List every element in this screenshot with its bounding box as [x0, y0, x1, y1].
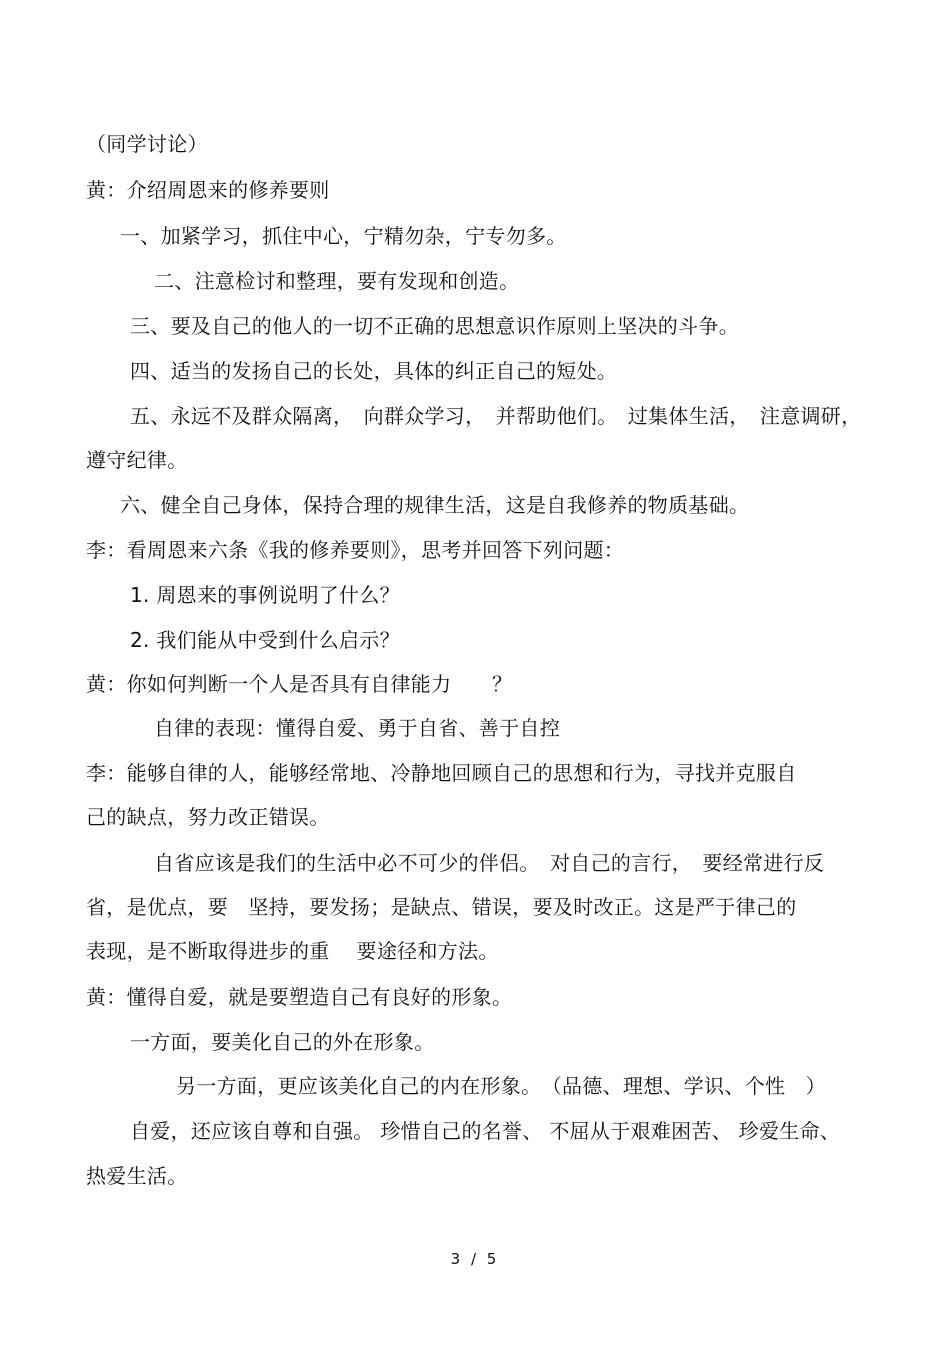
text-line-li-answer: 李：能够自律的人，能够经常地、冷静地回顾自己的思想和行为，寻找并克服自: [86, 761, 797, 785]
text-line-rule-5-cont: 遵守纪律。: [86, 448, 188, 472]
text-line-rule-1: 一、加紧学习，抓住中心，宁精勿杂，宁专勿多。: [120, 224, 567, 248]
text-line-rule-2: 二、注意检讨和整理，要有发现和创造。: [154, 269, 520, 293]
text-line-li-question: 李：看周恩来六条《我的修养要则》，思考并回答下列问题：: [86, 538, 625, 562]
text-line-discussion: （同学讨论）: [86, 132, 208, 156]
text-line-huang-self-love: 黄：懂得自爱，就是要塑造自己有良好的形象。: [86, 985, 513, 1009]
text-line-love-life: 热爱生活。: [86, 1164, 188, 1188]
text-line-huang-intro: 黄：介绍周恩来的修养要则: [86, 178, 330, 202]
text-line-self-discipline: 自律的表现：懂得自爱、勇于自省、善于自控: [154, 716, 560, 740]
text-line-rule-3: 三、要及自己的他人的一切不正确的思想意识作原则上坚决的斗争。: [130, 314, 739, 338]
text-line-outer-image: 一方面，要美化自己的外在形象。: [130, 1030, 435, 1054]
text-line-question-1: 1. 周恩来的事例说明了什么？: [130, 583, 400, 607]
text-line-self-respect: 自爱，还应该自尊和自强。 珍惜自己的名誉、 不屈从于艰难困苦、 珍爱生命、: [130, 1119, 841, 1143]
text-line-rule-5: 五、永远不及群众隔离， 向群众学习， 并帮助他们。 过集体生活， 注意调研，: [130, 404, 862, 428]
text-line-reflection-cont-1: 省，是优点，要 坚持，要发扬；是缺点、错误，要及时改正。这是严于律己的: [86, 895, 797, 919]
text-line-huang-ask: 黄：你如何判断一个人是否具有自律能力 ？: [86, 672, 513, 696]
text-line-li-answer-cont: 己的缺点，努力改正错误。: [86, 805, 330, 829]
text-line-inner-image: 另一方面，更应该美化自己的内在形象。 （品德、理想、学识、个性 ）: [176, 1074, 826, 1098]
text-line-reflection: 自省应该是我们的生活中必不可少的伴侣。 对自己的言行， 要经常进行反: [154, 851, 825, 875]
text-line-reflection-cont-2: 表现，是不断取得进步的重 要途径和方法。: [86, 939, 499, 963]
text-line-rule-6: 六、健全自己身体，保持合理的规律生活，这是自我修养的物质基础。: [120, 493, 750, 517]
text-line-question-2: 2. 我们能从中受到什么启示？: [130, 628, 400, 652]
text-line-rule-4: 四、适当的发扬自己的长处，具体的纠正自己的短处。: [130, 359, 618, 383]
page-number: 3 / 5: [450, 1250, 500, 1268]
